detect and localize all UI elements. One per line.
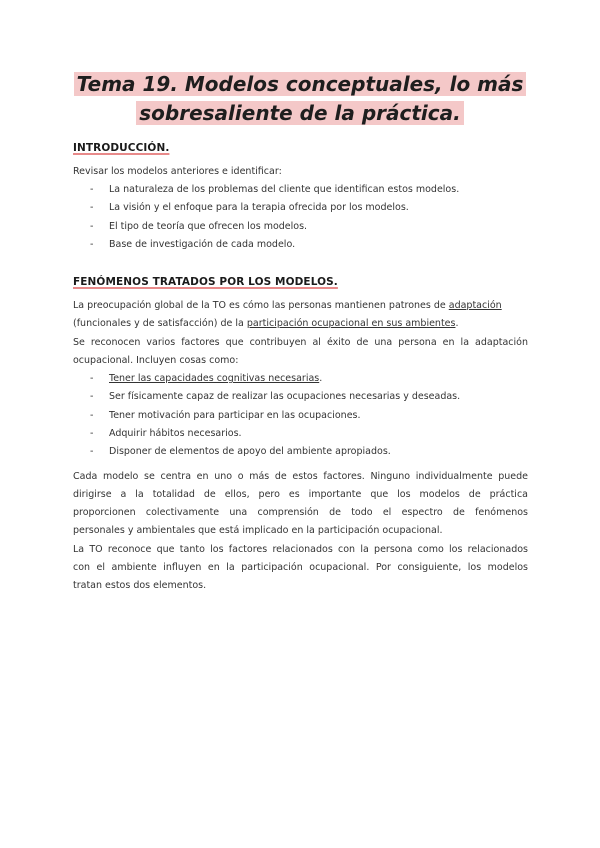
list-item: - La visión y el enfoque para la terapia ofrecida por los modelos.: [90, 202, 409, 214]
intro-heading: INTRODUCCIÓN.: [73, 142, 170, 154]
fenomenos-heading: FENÓMENOS TRATADOS POR LOS MODELOS.: [73, 276, 338, 288]
list-item: - El tipo de teoría que ofrecen los modelos.: [90, 220, 308, 232]
intro-lead: Revisar los modelos anteriores e identificar:: [73, 166, 282, 177]
page-title: [60, 70, 540, 128]
list-item: - Ser físicamente capaz de realizar las ocupaciones necesarias y deseadas.: [90, 391, 461, 403]
title-line-1: Tema 19. Modelos conceptuales, lo más: [74, 72, 527, 96]
list-item: - Base de investigación de cada modelo.: [90, 238, 296, 250]
list-item: - Adquirir hábitos necesarios.: [90, 427, 242, 439]
list-item: - La naturaleza de los problemas del cliente que identifican estos modelos.: [90, 184, 460, 195]
list-item: - Tener las capacidades cognitivas necesarias.: [90, 373, 323, 384]
fenomenos-paragraph-3: Cada modelo se centra en uno o más de estos factores. Ninguno individualmente puede dirigirse a la totalidad de ellos, pero es importante que los modelos de práctica proporcionen colectivamente una comprensión de todo el espectro de fenómenos personales y ambientales que está implicado en la participación ocupacional.: [73, 471, 528, 536]
fenomenos-paragraph-4: La TO reconoce que tanto los factores relacionados con la persona como los relacionados con el ambiente influyen en la participación ocupacional. Por consiguiente, los modelos tratan estos dos elementos.: [73, 544, 528, 591]
link-adaptacion: adaptación: [448, 300, 502, 311]
intro-list: [73, 181, 528, 254]
fenomenos-paragraph-1: La preocupación global de la TO es cómo las personas mantienen patrones de adaptación (funcionales y de satisfacción) de la participación ocupacional en sus ambientes.: [73, 300, 502, 329]
link-participacion: participación ocupacional en sus ambientes: [246, 318, 456, 329]
title-line-2: sobresaliente de la práctica.: [136, 101, 463, 125]
fenomenos-paragraph-2: Se reconocen varios factores que contribuyen al éxito de una persona en la adaptación ocupacional. Incluyen cosas como:: [73, 337, 528, 366]
list-item: - Disponer de elementos de apoyo del ambiente apropiados.: [90, 446, 391, 458]
fenomenos-list: [73, 370, 528, 461]
list-item: - Tener motivación para participar en las ocupaciones.: [90, 409, 361, 421]
